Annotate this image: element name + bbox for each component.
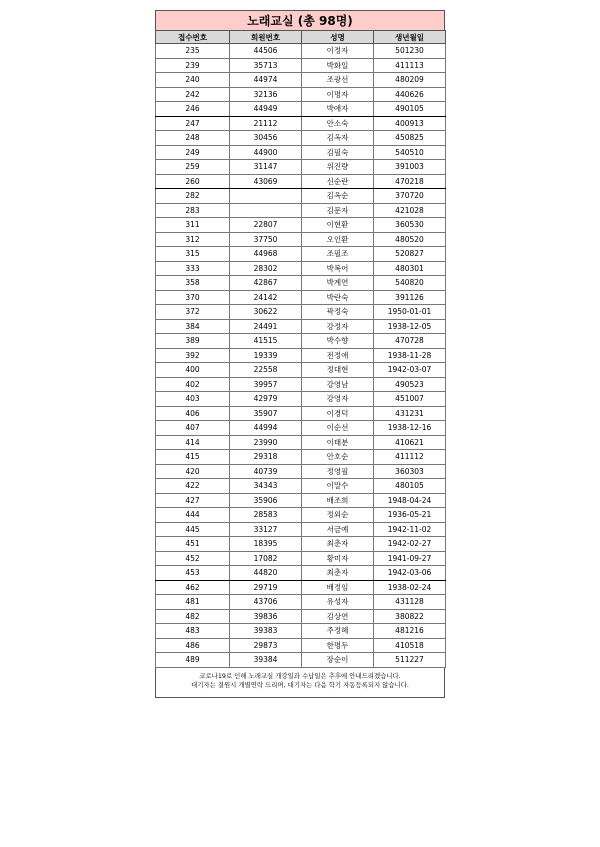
cell-name: 강정자	[302, 319, 374, 334]
cell-name: 안호순	[302, 450, 374, 465]
cell-member-no: 17082	[230, 551, 302, 566]
cell-member-no: 24491	[230, 319, 302, 334]
cell-name: 정외순	[302, 508, 374, 523]
table-row	[156, 160, 446, 175]
cell-member-no: 44506	[230, 44, 302, 59]
table-row	[156, 551, 446, 566]
cell-birthdate: 391126	[374, 290, 446, 305]
cell-name: 이정자	[302, 44, 374, 59]
cell-birthdate: 410518	[374, 638, 446, 653]
cell-receipt-no: 462	[156, 580, 230, 595]
cell-birthdate: 431231	[374, 406, 446, 421]
cell-receipt-no: 445	[156, 522, 230, 537]
table-row	[156, 566, 446, 581]
cell-birthdate: 391003	[374, 160, 446, 175]
cell-member-no: 39957	[230, 377, 302, 392]
cell-member-no: 31147	[230, 160, 302, 175]
cell-receipt-no: 403	[156, 392, 230, 407]
cell-birthdate: 1938-12-05	[374, 319, 446, 334]
cell-member-no: 24142	[230, 290, 302, 305]
cell-member-no: 40739	[230, 464, 302, 479]
cell-member-no: 44994	[230, 421, 302, 436]
cell-member-no: 39383	[230, 624, 302, 639]
table-row	[156, 609, 446, 624]
cell-member-no: 41515	[230, 334, 302, 349]
cell-name: 곽정숙	[302, 305, 374, 320]
cell-birthdate: 411112	[374, 450, 446, 465]
cell-receipt-no: 260	[156, 174, 230, 189]
cell-birthdate: 1942-03-07	[374, 363, 446, 378]
cell-birthdate: 540820	[374, 276, 446, 291]
cell-birthdate: 470728	[374, 334, 446, 349]
cell-member-no: 37750	[230, 232, 302, 247]
cell-receipt-no: 444	[156, 508, 230, 523]
cell-receipt-no: 486	[156, 638, 230, 653]
cell-name: 이말수	[302, 479, 374, 494]
cell-receipt-no: 389	[156, 334, 230, 349]
cell-receipt-no: 240	[156, 73, 230, 88]
cell-receipt-no: 242	[156, 87, 230, 102]
notice-box	[155, 668, 445, 698]
table-row	[156, 595, 446, 610]
cell-name: 박화일	[302, 58, 374, 73]
table-row	[156, 145, 446, 160]
table-row	[156, 348, 446, 363]
cell-name: 황미자	[302, 551, 374, 566]
table-row	[156, 537, 446, 552]
cell-member-no: 19339	[230, 348, 302, 363]
cell-receipt-no: 406	[156, 406, 230, 421]
cell-receipt-no: 333	[156, 261, 230, 276]
table-row	[156, 406, 446, 421]
cell-receipt-no: 247	[156, 116, 230, 131]
cell-birthdate: 481216	[374, 624, 446, 639]
cell-member-no: 34343	[230, 479, 302, 494]
cell-name: 박계연	[302, 276, 374, 291]
cell-member-no: 22558	[230, 363, 302, 378]
cell-name: 김옥자	[302, 131, 374, 146]
cell-receipt-no: 400	[156, 363, 230, 378]
cell-name: 최춘자	[302, 537, 374, 552]
cell-name: 정대현	[302, 363, 374, 378]
table-row	[156, 334, 446, 349]
cell-birthdate: 1942-11-02	[374, 522, 446, 537]
cell-name: 김문자	[302, 203, 374, 218]
cell-member-no: 39836	[230, 609, 302, 624]
cell-member-no: 44820	[230, 566, 302, 581]
cell-birthdate: 411113	[374, 58, 446, 73]
cell-member-no: 29318	[230, 450, 302, 465]
column-header-member-no: 회원번호	[230, 31, 302, 44]
cell-birthdate: 480301	[374, 261, 446, 276]
table-row	[156, 276, 446, 291]
cell-name: 배조희	[302, 493, 374, 508]
cell-member-no: 30622	[230, 305, 302, 320]
cell-name: 이태분	[302, 435, 374, 450]
cell-member-no: 33127	[230, 522, 302, 537]
cell-member-no: 44900	[230, 145, 302, 160]
cell-birthdate: 470218	[374, 174, 446, 189]
cell-birthdate: 450825	[374, 131, 446, 146]
cell-birthdate: 380822	[374, 609, 446, 624]
cell-receipt-no: 235	[156, 44, 230, 59]
cell-birthdate: 1942-03-06	[374, 566, 446, 581]
table-row	[156, 450, 446, 465]
cell-receipt-no: 358	[156, 276, 230, 291]
cell-birthdate: 1938-02-24	[374, 580, 446, 595]
table-body	[156, 44, 446, 668]
cell-member-no: 32136	[230, 87, 302, 102]
cell-receipt-no: 282	[156, 189, 230, 204]
sheet-title: 노래교실 (총 98명)	[155, 10, 445, 30]
cell-member-no	[230, 189, 302, 204]
cell-member-no	[230, 203, 302, 218]
cell-birthdate: 490523	[374, 377, 446, 392]
cell-receipt-no: 420	[156, 464, 230, 479]
cell-birthdate: 451007	[374, 392, 446, 407]
cell-member-no: 42867	[230, 276, 302, 291]
cell-birthdate: 1948-04-24	[374, 493, 446, 508]
table-row	[156, 522, 446, 537]
cell-birthdate: 410621	[374, 435, 446, 450]
cell-name: 박란숙	[302, 290, 374, 305]
cell-receipt-no: 483	[156, 624, 230, 639]
cell-member-no: 29873	[230, 638, 302, 653]
cell-receipt-no: 239	[156, 58, 230, 73]
table-row	[156, 479, 446, 494]
cell-receipt-no: 427	[156, 493, 230, 508]
cell-birthdate: 440626	[374, 87, 446, 102]
cell-birthdate: 421028	[374, 203, 446, 218]
cell-member-no: 39384	[230, 653, 302, 668]
cell-receipt-no: 246	[156, 102, 230, 117]
cell-name: 이명자	[302, 87, 374, 102]
cell-name: 이순선	[302, 421, 374, 436]
cell-member-no: 35713	[230, 58, 302, 73]
table-row	[156, 435, 446, 450]
column-header-name: 성명	[302, 31, 374, 44]
cell-birthdate: 480105	[374, 479, 446, 494]
table-row	[156, 189, 446, 204]
cell-name: 이현환	[302, 218, 374, 233]
cell-birthdate: 480520	[374, 232, 446, 247]
cell-receipt-no: 482	[156, 609, 230, 624]
cell-receipt-no: 452	[156, 551, 230, 566]
table-row	[156, 87, 446, 102]
cell-name: 위진량	[302, 160, 374, 175]
cell-name: 한명두	[302, 638, 374, 653]
cell-birthdate: 370720	[374, 189, 446, 204]
cell-member-no: 43069	[230, 174, 302, 189]
table-row	[156, 290, 446, 305]
table-row	[156, 580, 446, 595]
cell-receipt-no: 248	[156, 131, 230, 146]
table-row	[156, 319, 446, 334]
cell-receipt-no: 489	[156, 653, 230, 668]
cell-member-no: 29719	[230, 580, 302, 595]
table-row	[156, 464, 446, 479]
cell-member-no: 42979	[230, 392, 302, 407]
cell-name: 유성자	[302, 595, 374, 610]
table-row	[156, 218, 446, 233]
cell-name: 최춘자	[302, 566, 374, 581]
cell-member-no: 28583	[230, 508, 302, 523]
cell-birthdate: 360530	[374, 218, 446, 233]
cell-receipt-no: 392	[156, 348, 230, 363]
cell-birthdate: 431128	[374, 595, 446, 610]
cell-member-no: 43706	[230, 595, 302, 610]
cell-receipt-no: 481	[156, 595, 230, 610]
cell-receipt-no: 422	[156, 479, 230, 494]
cell-birthdate: 1938-11-28	[374, 348, 446, 363]
table-row	[156, 508, 446, 523]
cell-birthdate: 511227	[374, 653, 446, 668]
cell-name: 김상연	[302, 609, 374, 624]
table-row	[156, 116, 446, 131]
cell-member-no: 44968	[230, 247, 302, 262]
table-row	[156, 363, 446, 378]
cell-name: 주정혜	[302, 624, 374, 639]
table-row	[156, 203, 446, 218]
notice-line-1: 코로나19로 인해 노래교실 개강일과 수납일은 추후에 안내드리겠습니다.	[199, 671, 401, 680]
cell-birthdate: 490105	[374, 102, 446, 117]
cell-birthdate: 540510	[374, 145, 446, 160]
table-row	[156, 493, 446, 508]
cell-receipt-no: 311	[156, 218, 230, 233]
cell-name: 배정임	[302, 580, 374, 595]
cell-receipt-no: 402	[156, 377, 230, 392]
cell-name: 전정애	[302, 348, 374, 363]
cell-birthdate: 1938-12-16	[374, 421, 446, 436]
table-row	[156, 624, 446, 639]
cell-receipt-no: 312	[156, 232, 230, 247]
cell-name: 오인환	[302, 232, 374, 247]
cell-member-no: 30456	[230, 131, 302, 146]
cell-name: 박복어	[302, 261, 374, 276]
table-row	[156, 73, 446, 88]
column-header-receipt-no: 접수번호	[156, 31, 230, 44]
cell-receipt-no: 407	[156, 421, 230, 436]
cell-receipt-no: 259	[156, 160, 230, 175]
cell-birthdate: 400913	[374, 116, 446, 131]
cell-name: 김필숙	[302, 145, 374, 160]
cell-receipt-no: 451	[156, 537, 230, 552]
cell-name: 조필조	[302, 247, 374, 262]
cell-name: 이경덕	[302, 406, 374, 421]
cell-member-no: 44949	[230, 102, 302, 117]
cell-receipt-no: 372	[156, 305, 230, 320]
cell-birthdate: 360303	[374, 464, 446, 479]
table-row	[156, 247, 446, 262]
cell-member-no: 44974	[230, 73, 302, 88]
registration-sheet	[155, 10, 445, 698]
cell-name: 안소숙	[302, 116, 374, 131]
cell-name: 박수향	[302, 334, 374, 349]
cell-receipt-no: 414	[156, 435, 230, 450]
cell-receipt-no: 249	[156, 145, 230, 160]
cell-name: 김옥순	[302, 189, 374, 204]
table-row	[156, 232, 446, 247]
member-table	[155, 30, 446, 668]
table-row	[156, 305, 446, 320]
cell-birthdate: 1941-09-27	[374, 551, 446, 566]
cell-name: 박애자	[302, 102, 374, 117]
cell-member-no: 21112	[230, 116, 302, 131]
cell-member-no: 18395	[230, 537, 302, 552]
table-row	[156, 392, 446, 407]
cell-birthdate: 1936-05-21	[374, 508, 446, 523]
cell-receipt-no: 415	[156, 450, 230, 465]
cell-birthdate: 1950-01-01	[374, 305, 446, 320]
cell-name: 강영남	[302, 377, 374, 392]
table-row	[156, 131, 446, 146]
cell-member-no: 35907	[230, 406, 302, 421]
table-row	[156, 261, 446, 276]
cell-name: 서금예	[302, 522, 374, 537]
cell-birthdate: 501230	[374, 44, 446, 59]
cell-birthdate: 480209	[374, 73, 446, 88]
cell-name: 조광선	[302, 73, 374, 88]
table-row	[156, 44, 446, 59]
table-row	[156, 638, 446, 653]
table-row	[156, 653, 446, 668]
cell-name: 정영필	[302, 464, 374, 479]
cell-name: 신순란	[302, 174, 374, 189]
table-row	[156, 377, 446, 392]
table-row	[156, 102, 446, 117]
column-header-birthdate: 생년월일	[374, 31, 446, 44]
table-row	[156, 174, 446, 189]
cell-receipt-no: 315	[156, 247, 230, 262]
cell-name: 장순이	[302, 653, 374, 668]
cell-birthdate: 1942-02-27	[374, 537, 446, 552]
cell-birthdate: 520827	[374, 247, 446, 262]
cell-receipt-no: 384	[156, 319, 230, 334]
cell-receipt-no: 283	[156, 203, 230, 218]
cell-member-no: 23990	[230, 435, 302, 450]
table-row	[156, 421, 446, 436]
cell-member-no: 22807	[230, 218, 302, 233]
cell-name: 강영자	[302, 392, 374, 407]
cell-member-no: 35906	[230, 493, 302, 508]
table-header-row	[156, 31, 446, 44]
cell-receipt-no: 370	[156, 290, 230, 305]
notice-line-2: 대기자는 결원시 개별연락 드리며, 대기자는 다음 학기 자동등록되지 않습니다.	[191, 680, 409, 689]
cell-member-no: 28302	[230, 261, 302, 276]
table-row	[156, 58, 446, 73]
cell-receipt-no: 453	[156, 566, 230, 581]
